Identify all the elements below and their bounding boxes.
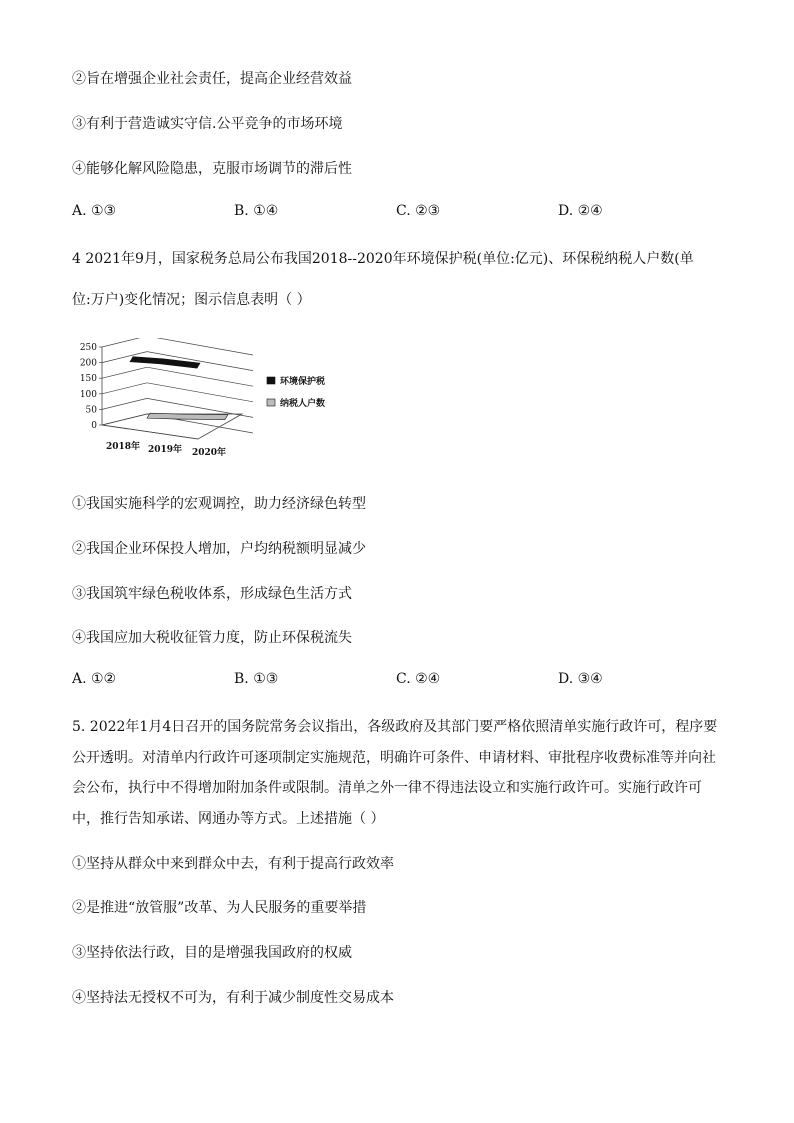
legend-label: 环境保护税: [280, 377, 326, 387]
gridline-right: [147, 338, 253, 355]
tax-chart-svg: [70, 338, 370, 466]
q3-option-d: D. ②④: [558, 203, 603, 219]
legend-swatch: [267, 377, 275, 384]
q4-option-c: C. ②④: [396, 671, 441, 687]
q5-stem-line-1: 5. 2022年1月4日召开的国务院常务会议指出，各级政府及其部门要严格依照清单实施行政许可，程序要: [72, 719, 718, 735]
q5-stem-line-4: 中，推行告知承诺、网通办等方式。上述措施（ ）: [72, 811, 385, 827]
q5-statement-2: ②是推进“放管服”改革、为人民服务的重要举措: [72, 900, 367, 916]
q4-statement-2: ②我国企业环保投人增加，户均纳税额明显减少: [72, 541, 366, 557]
q3-option-c: C. ②③: [396, 203, 441, 219]
q4-statement-3: ③我国筑牢绿色税收体系，形成绿色生活方式: [72, 586, 352, 602]
q3-option-b: B. ①④: [234, 203, 279, 219]
gridline-right: [147, 383, 253, 402]
gridline-left: [102, 398, 147, 409]
q4-option-d: D. ③④: [558, 671, 603, 687]
y-tick-label: 50: [85, 405, 97, 416]
q3-statement-2: ②旨在增强企业社会责任，提高企业经营效益: [72, 71, 352, 87]
gridline-right: [147, 367, 253, 386]
q3-statement-4: ④能够化解风险隐患，克服市场调节的滞后性: [72, 161, 352, 177]
q4-statement-1: ①我国实施科学的宏观调控，助力经济绿色转型: [72, 496, 366, 512]
q3-option-a: A. ①③: [72, 203, 117, 219]
legend-swatch: [267, 399, 275, 406]
q4-option-a: A. ①②: [72, 671, 117, 687]
q4-stem-line-2: 位:万户)变化情况；图示信息表明（ ）: [72, 292, 311, 308]
x-axis: [102, 425, 198, 439]
y-tick-label: 100: [79, 389, 97, 400]
gridline-left: [102, 367, 147, 378]
gridline-left: [102, 338, 147, 347]
tax-chart: [70, 338, 370, 466]
q5-stem-line-3: 会公布，执行中不得增加附加条件或限制。清单之外一律不得违法设立和实施行政许可。实施行政许可: [72, 780, 702, 796]
series-ribbon: [130, 357, 200, 368]
gridline-left: [102, 383, 147, 394]
y-tick-label: 250: [79, 343, 97, 353]
q5-statement-3: ③坚持依法行政，目的是增强我国政府的权威: [72, 945, 352, 961]
q5-statement-1: ①坚持从群众中来到群众中去，有利于提高行政效率: [72, 856, 394, 872]
q4-option-b: B. ①③: [234, 671, 279, 687]
x-tick-label: 2019年: [148, 445, 183, 455]
q3-statement-3: ③有利于营造诚实守信.公平竞争的市场环境: [72, 116, 343, 132]
legend-label: 纳税人户数: [280, 399, 326, 409]
y-tick-label: 0: [91, 421, 97, 431]
q4-stem-line-1: 4 2021年9月，国家税务总局公布我国2018--2020年环境保护税(单位:亿元)、环保税纳税人户数(单: [72, 251, 694, 267]
x-tick-label: 2020年: [192, 448, 227, 458]
y-tick-label: 200: [79, 358, 97, 369]
y-tick-label: 150: [79, 374, 97, 385]
q5-statement-4: ④坚持法无授权不可为，有利于减少制度性交易成本: [72, 990, 394, 1006]
x-tick-label: 2018年: [106, 442, 141, 452]
q5-stem-line-2: 公开透明。对清单内行政许可逐项制定实施规范，明确许可条件、申请材料、审批程序收费标准等并向社: [72, 750, 716, 766]
q4-statement-4: ④我国应加大税收征管力度，防止环保税流失: [72, 630, 352, 646]
